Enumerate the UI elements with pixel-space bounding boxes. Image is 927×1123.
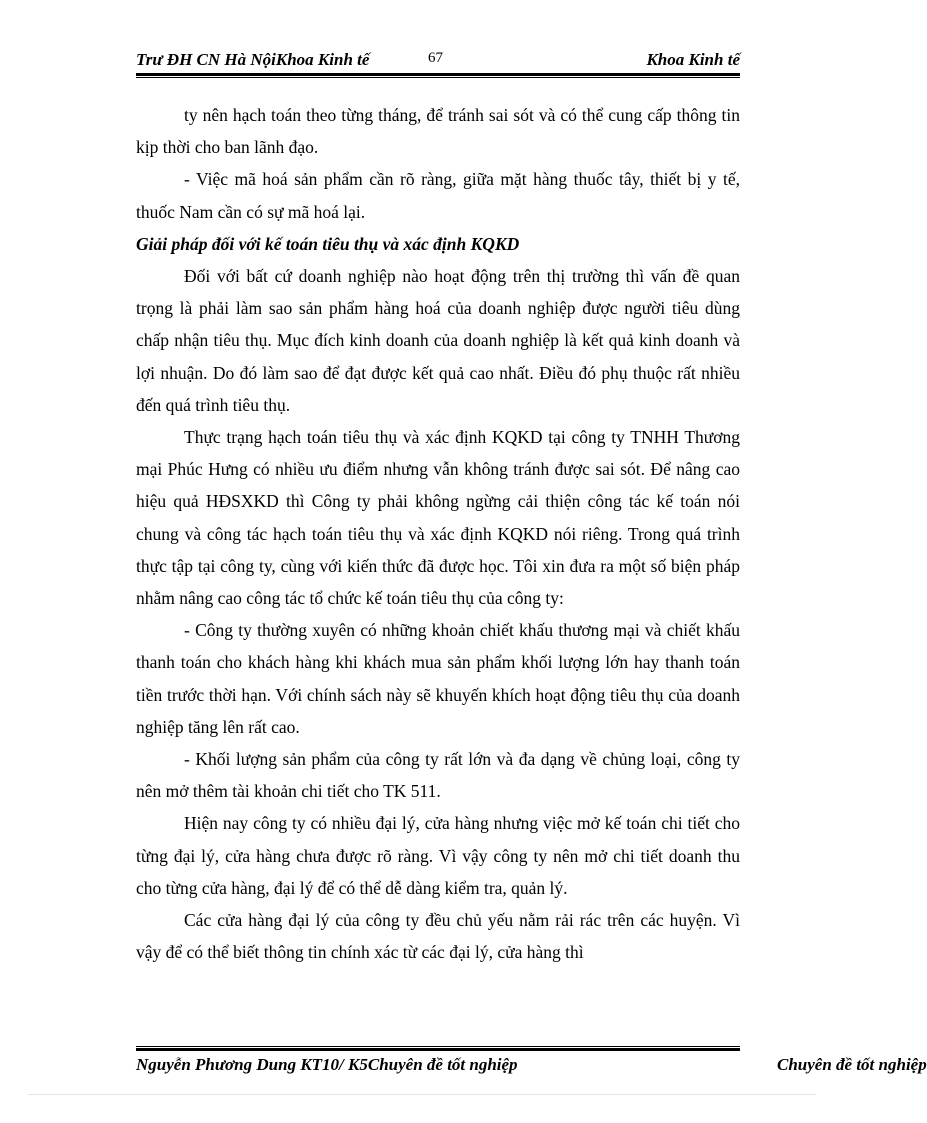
footer-right-text: Chuyên đề tốt nghiệp xyxy=(777,1055,927,1074)
paragraph-6: - Khối lượng sản phẩm của công ty rất lớn và đa dạng về chủng loại, công ty nên mở thêm tài khoản chi tiết cho TK 511. xyxy=(136,749,740,802)
page-header xyxy=(136,48,740,74)
footer-left-text: Nguyễn Phương Dung KT10/ K5Chuyên đề tốt nghiệp xyxy=(136,1055,518,1074)
paragraph-5: - Công ty thường xuyên có những khoản chiết khấu thương mại và chiết khấu thanh toán cho khách hàng khi khách mua sản phẩm khối lượng lớn hay thanh toán tiền trước thời hạn. Với chính sách này sẽ khuyến khích hoạt động tiêu thụ của doanh nghiệp tăng lên rất cao. xyxy=(136,620,740,737)
header-right-text: Khoa Kinh tế xyxy=(646,50,740,69)
paragraph-2: - Việc mã hoá sản phẩm cần rõ ràng, giữa mặt hàng thuốc tây, thiết bị y tế, thuốc Nam cần có sự mã hoá lại. xyxy=(136,169,740,222)
section-heading: Giải pháp đối với kế toán tiêu thụ và xác định KQKD xyxy=(136,233,520,254)
page-bottom-divider xyxy=(28,1094,816,1095)
page-number: 67 xyxy=(428,50,443,66)
paragraph-3: Đối với bất cứ doanh nghiệp nào hoạt động trên thị trường thì vấn đề quan trọng là phải làm sao sản phẩm hàng hoá của doanh nghiệp được người tiêu dùng chấp nhận tiêu thụ. Mục đích kinh doanh của doanh nghiệp là kết quả kinh doanh và lợi nhuận. Do đó làm sao để đạt được kết quả cao nhất. Điều đó phụ thuộc rất nhiều đến quá trình tiêu thụ. xyxy=(136,266,740,415)
paragraph-1: ty nên hạch toán theo từng tháng, để tránh sai sót và có thể cung cấp thông tin kịp thời cho ban lãnh đạo. xyxy=(136,105,740,158)
footer-rule xyxy=(136,1046,740,1051)
paragraph-7: Hiện nay công ty có nhiều đại lý, cửa hàng nhưng việc mở kế toán chi tiết cho từng đại lý, cửa hàng chưa được rõ ràng. Vì vậy công ty nên mở chi tiết doanh thu cho từng cửa hàng, đại lý để có thể dễ dàng kiểm tra, quản lý. xyxy=(136,813,740,898)
document-body xyxy=(136,99,740,968)
header-left-text: Trư ĐH CN Hà NộiKhoa Kinh tế xyxy=(136,50,370,69)
paragraph-8: Các cửa hàng đại lý của công ty đều chủ yếu nằm rải rác trên các huyện. Vì vậy để có thể biết thông tin chính xác từ các đại lý, cửa hàng thì xyxy=(136,910,740,963)
paragraph-4: Thực trạng hạch toán tiêu thụ và xác định KQKD tại công ty TNHH Thương mại Phúc Hưng có nhiều ưu điểm nhưng vẫn không tránh được sai sót. Để nâng cao hiệu quả HĐSXKD thì Công ty phải không ngừng cải thiện công tác kế toán nói chung và công tác hạch toán tiêu thụ và xác định KQKD nói riêng. Trong quá trình thực tập tại công ty, cùng với kiến thức đã được học. Tôi xin đưa ra một số biện pháp nhằm nâng cao công tác tổ chức kế toán tiêu thụ của công ty: xyxy=(136,427,740,609)
header-rule xyxy=(136,73,740,78)
